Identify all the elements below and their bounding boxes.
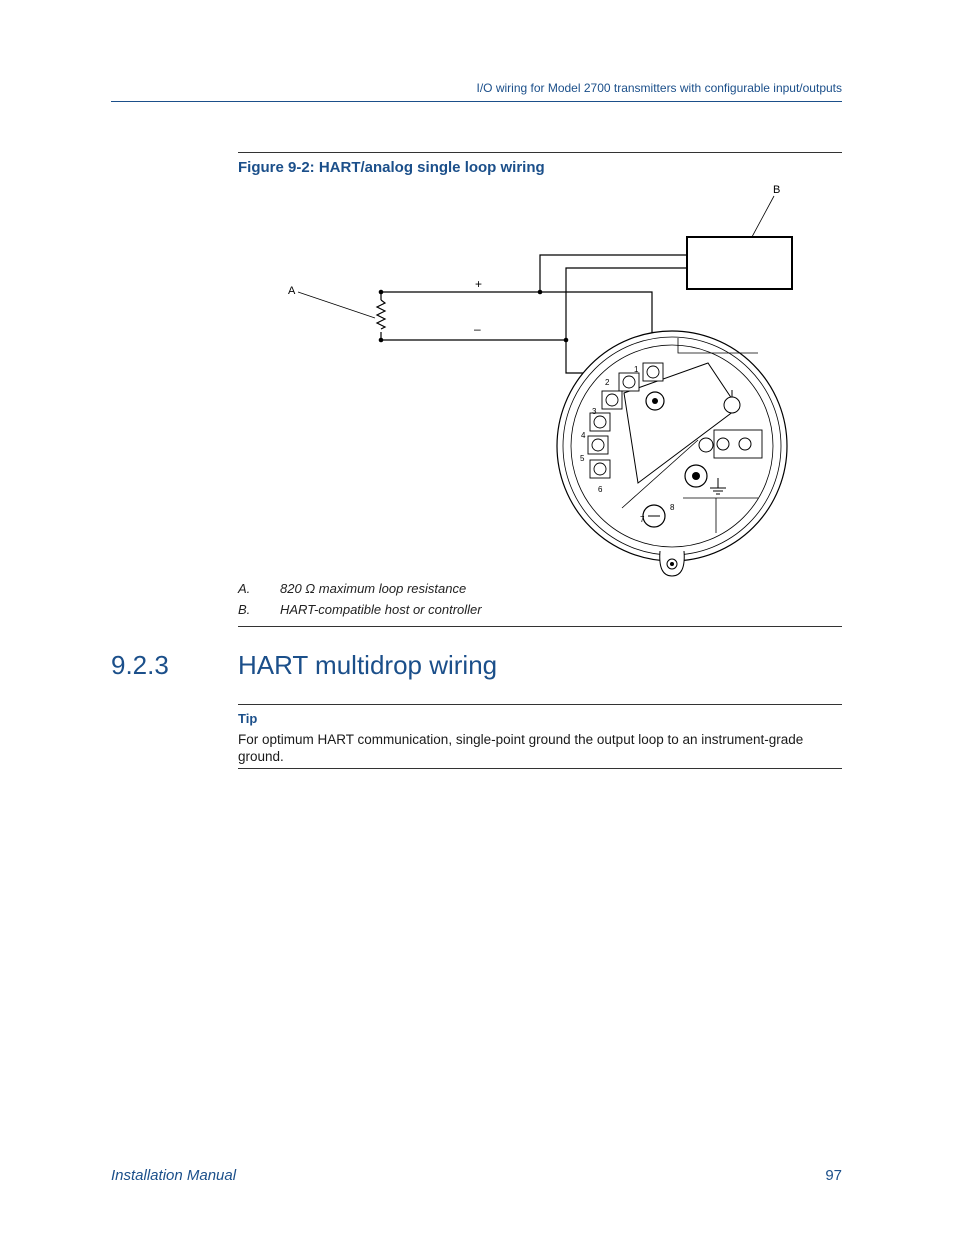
resistor: [377, 300, 385, 329]
terminal-number: 8: [670, 503, 675, 512]
minus-label: –: [474, 322, 481, 336]
node: [379, 338, 384, 343]
terminal-number: 3: [592, 407, 597, 416]
figure-top-rule: [238, 152, 842, 153]
tip-bottom-rule: [238, 768, 842, 769]
figure-bottom-rule: [238, 626, 842, 627]
terminal-number: 5: [580, 454, 585, 463]
tip-text: For optimum HART communication, single-point ground the output loop to an instrument-grade ground.: [238, 732, 804, 764]
section-title: HART multidrop wiring: [238, 650, 498, 680]
terminal-number: 1: [634, 365, 639, 374]
label-a: A: [288, 285, 296, 297]
tip-label: Tip: [238, 711, 258, 726]
terminal-number: 4: [581, 431, 586, 440]
leader-a: [298, 292, 375, 318]
legend-item: [238, 581, 466, 596]
legend-text: 820 Ω maximum loop resistance: [280, 581, 467, 596]
legend-text: HART-compatible host or controller: [280, 602, 482, 617]
terminal-number: 7: [640, 515, 645, 524]
label-b: B: [773, 184, 781, 196]
figure-caption: Figure 9-2: HART/analog single loop wiring: [238, 159, 545, 176]
section-number: 9.2.3: [111, 650, 169, 680]
tip-top-rule: [238, 704, 842, 705]
node: [564, 338, 569, 343]
running-header: I/O wiring for Model 2700 transmitters with configurable input/outputs: [476, 81, 842, 95]
legend-key: B.: [238, 602, 251, 617]
terminal-number: 6: [598, 485, 603, 494]
plus-label: +: [475, 277, 483, 291]
wiring-diagram: [238, 178, 798, 578]
node: [538, 290, 543, 295]
legend-item: [238, 602, 482, 617]
legend-key: A.: [238, 581, 251, 596]
host-controller-box: [687, 237, 792, 289]
header-rule: [111, 101, 842, 102]
footer-manual-title: Installation Manual: [111, 1167, 237, 1184]
page-number: 97: [825, 1167, 842, 1184]
terminal-number: 2: [605, 378, 610, 387]
transmitter-housing: [557, 331, 787, 576]
node: [379, 290, 384, 295]
